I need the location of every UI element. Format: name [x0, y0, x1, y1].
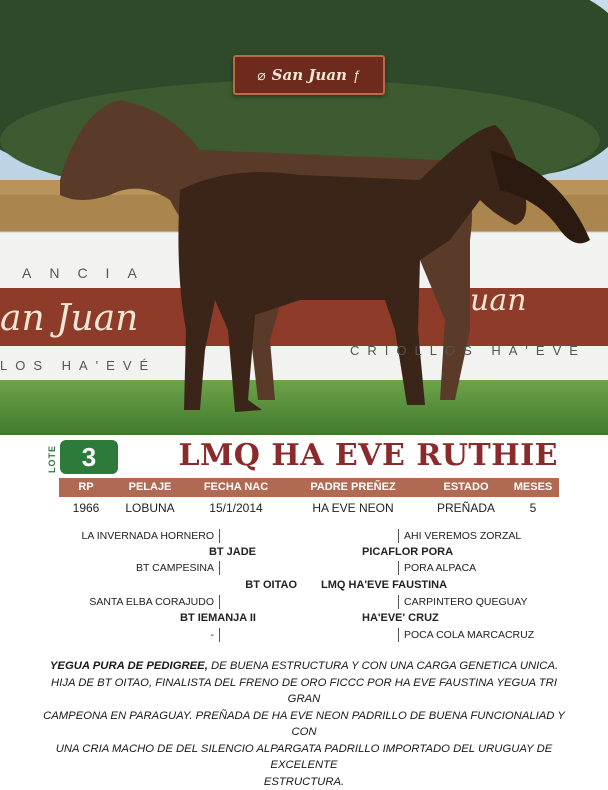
- description: [40, 658, 568, 790]
- ped-connector: [219, 595, 220, 609]
- value-rp: 1966: [73, 498, 100, 518]
- lote-number: 3: [82, 442, 96, 473]
- header-estado: ESTADO: [443, 478, 488, 497]
- description-line-5: ESTRUCTURA.: [40, 774, 568, 790]
- ped-dam: LMQ HA'EVE FAUSTINA: [321, 579, 447, 591]
- ped-dam-granddam-sire: CARPINTERO QUEGUAY: [404, 596, 528, 608]
- horse-name-title: LMQ HA EVE RUTHIE: [178, 438, 558, 473]
- banner-brand-right: uan: [470, 283, 527, 318]
- description-line-4: UNA CRIA MACHO DE DEL SILENCIO ALPARGATA PADRILLO IMPORTADO DEL URUGUAY DE EXCELENTE: [40, 741, 568, 774]
- value-padre-prenez: HA EVE NEON: [312, 498, 393, 518]
- ped-connector: [398, 529, 399, 543]
- ped-connector: [398, 595, 399, 609]
- header-meses: MESES: [514, 478, 553, 497]
- header-pelaje: PELAJE: [129, 478, 172, 497]
- banner-text-bottom-right: CRIOLLOS HA'EVÉ: [350, 343, 586, 358]
- lote-number-badge: [60, 440, 118, 474]
- ped-dam-grandsire-sire: AHI VEREMOS ZORZAL: [404, 530, 521, 542]
- ped-dam-granddam: HA'EVE' CRUZ: [362, 612, 439, 624]
- ped-sire: BT OITAO: [245, 579, 297, 591]
- description-line-3: CAMPEONA EN PARAGUAY. PREÑADA DE HA EVE NEON PADRILLO DE BUENA FUNCIONALIAD Y CON: [40, 708, 568, 741]
- value-estado: PREÑADA: [437, 498, 495, 518]
- value-pelaje: LOBUNA: [125, 498, 174, 518]
- brand-hook-icon: ƒ: [353, 67, 361, 83]
- banner-brand-left: an Juan: [0, 298, 138, 339]
- header-fecha-nac: FECHA NAC: [204, 478, 268, 497]
- logo-text: San Juan: [272, 66, 347, 84]
- ped-dam-grandsire: PICAFLOR PORA: [362, 546, 453, 558]
- ped-sire-granddam-sire: SANTA ELBA CORAJUDO: [89, 596, 214, 608]
- header-padre-prenez: PADRE PREÑEZ: [310, 478, 395, 497]
- ped-sire-grandsire-dam: BT CAMPESINA: [136, 562, 214, 574]
- ped-connector: [398, 561, 399, 575]
- header-rp: RP: [78, 478, 93, 497]
- ped-sire-grandsire-sire: LA INVERNADA HORNERO: [82, 530, 214, 542]
- ped-sire-grandsire: BT JADE: [209, 546, 256, 558]
- value-fecha-nac: 15/1/2014: [209, 498, 262, 518]
- table-header: [59, 478, 559, 497]
- banner-text-bottom-left: LOS HA'EVÉ: [0, 358, 156, 373]
- ped-connector: [219, 628, 220, 642]
- ped-connector: [398, 628, 399, 642]
- value-meses: 5: [530, 498, 537, 518]
- description-line-2: HIJA DE BT OITAO, FINALISTA DEL FRENO DE ORO FICCC POR HA EVE FAUSTINA YEGUA TRI GRAN: [40, 675, 568, 708]
- brand-mark-icon: ⌀: [257, 67, 265, 84]
- description-line-1: YEGUA PURA DE PEDIGREE, DE BUENA ESTRUCTURA Y CON UNA CARGA GENETICA UNICA.: [40, 658, 568, 675]
- ped-sire-granddam-dam: -: [211, 629, 215, 641]
- ped-dam-grandsire-dam: PORA ALPACA: [404, 562, 476, 574]
- ped-sire-granddam: BT IEMANJA II: [180, 612, 256, 624]
- ped-connector: [219, 529, 220, 543]
- lote-label: LOTE: [44, 444, 60, 474]
- description-lead: YEGUA PURA DE PEDIGREE,: [50, 660, 208, 672]
- banner-text-top: ANCIA: [22, 265, 155, 281]
- ped-dam-granddam-dam: POCA COLA MARCACRUZ: [404, 629, 534, 641]
- logo-sign: [233, 55, 385, 95]
- ped-connector: [219, 561, 220, 575]
- table-row: [59, 498, 559, 518]
